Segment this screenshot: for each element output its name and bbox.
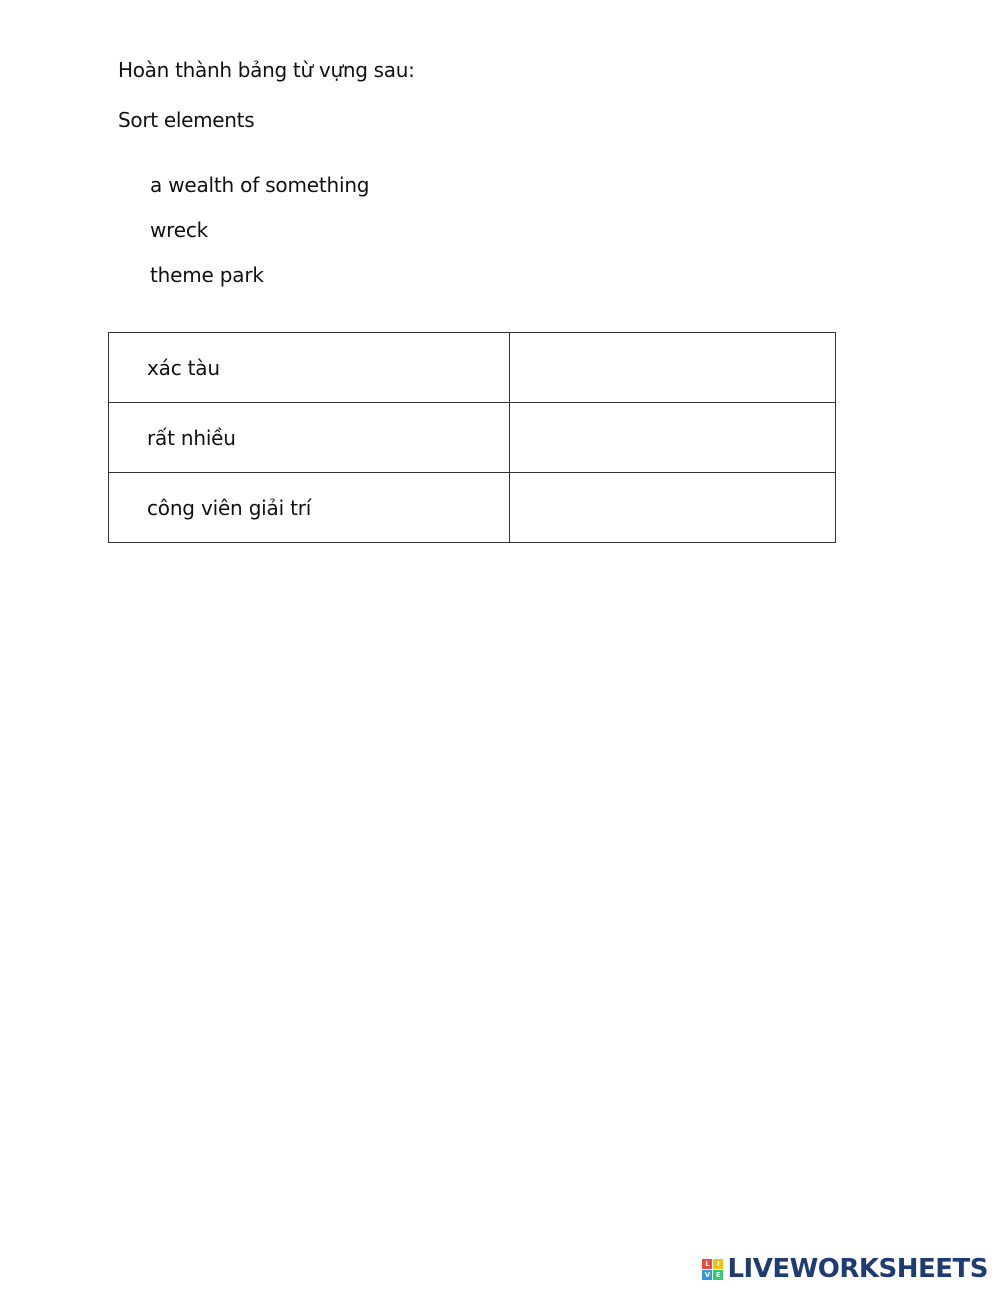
liveworksheets-brand (702, 1254, 988, 1284)
instruction-text: Hoàn thành bảng từ vựng sau: (118, 58, 415, 82)
brand-name: LIVEWORKSHEETS (727, 1254, 988, 1284)
drop-zone[interactable] (510, 333, 836, 403)
logo-letter: E (713, 1270, 723, 1280)
vocabulary-table (108, 332, 836, 543)
logo-letter: L (702, 1259, 712, 1269)
table-row (109, 473, 836, 543)
table-row (109, 333, 836, 403)
draggable-word[interactable]: wreck (150, 218, 209, 242)
drop-zone[interactable] (510, 473, 836, 543)
meaning-cell: công viên giải trí (109, 473, 510, 543)
sort-elements-heading: Sort elements (118, 108, 255, 132)
table-row (109, 403, 836, 473)
draggable-word[interactable]: theme park (150, 263, 264, 287)
meaning-cell: xác tàu (109, 333, 510, 403)
logo-letter: I (713, 1259, 723, 1269)
logo-letter: V (702, 1270, 712, 1280)
draggable-word[interactable]: a wealth of something (150, 173, 370, 197)
word-bank (150, 170, 369, 305)
drop-zone[interactable] (510, 403, 836, 473)
liveworksheets-logo-icon (702, 1259, 723, 1280)
meaning-cell: rất nhiều (109, 403, 510, 473)
